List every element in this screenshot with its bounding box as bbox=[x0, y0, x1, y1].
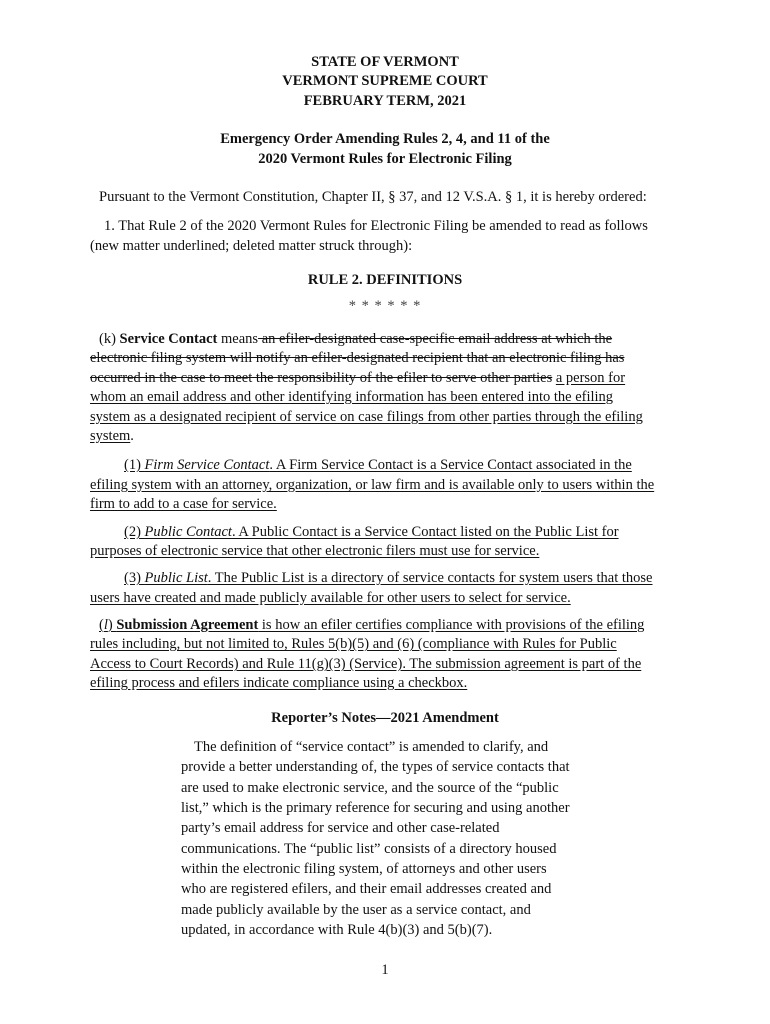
para1-line-1: 1. That Rule 2 of the 2020 Vermont Rules for Electronic Filing be amended to read as follows bbox=[104, 218, 648, 234]
def-k-line-6 bbox=[90, 428, 134, 445]
notes-line: provide a better understanding of, the types of service contacts that bbox=[181, 759, 570, 775]
sub2-line-2 bbox=[90, 543, 539, 560]
def-k-line-5 bbox=[90, 409, 643, 426]
def-l-text-2: rules including, but not limited to, Rules 5(b)(5) and (6) (compliance with Rules for Public bbox=[90, 636, 617, 652]
sub3-num: (3) bbox=[124, 570, 145, 586]
notes-line: within the electronic filing system, of attorneys and other users bbox=[181, 861, 547, 877]
intro-paragraph: Pursuant to the Vermont Constitution, Chapter II, § 37, and 12 V.S.A. § 1, it is hereby ordered: bbox=[99, 189, 647, 205]
deleted-text-3: occurred in the case to meet the responsibility of the efiler to serve other parties bbox=[90, 370, 553, 386]
notes-line: party’s email address for service and other case-related bbox=[181, 820, 500, 836]
sub2-text-1: . A Public Contact is a Service Contact listed on the Public List for bbox=[231, 524, 619, 540]
sub2-line-1 bbox=[124, 524, 619, 541]
sub3-text-1: . The Public List is a directory of service contacts for system users that those bbox=[207, 570, 653, 586]
header-state: STATE OF VERMONT bbox=[311, 54, 459, 70]
def-l-line-3 bbox=[90, 656, 641, 673]
new-text-3: system as a designated recipient of service on case filings from other parties through the efiling bbox=[90, 409, 643, 425]
sub1-text-2: efiling system with an attorney, organization, or law firm and is available only to users within the bbox=[90, 477, 655, 493]
new-text-4: system bbox=[90, 428, 131, 444]
def-k-line-1 bbox=[99, 331, 612, 348]
deleted-text-1: an efiler-designated case-specific email address at which the bbox=[258, 331, 613, 347]
notes-line: who are registered efilers, and their email addresses created and bbox=[181, 881, 552, 897]
def-l-open: ( bbox=[99, 617, 104, 633]
def-k-label: (k) bbox=[99, 331, 120, 347]
sub1-text-1: . A Firm Service Contact is a Service Contact associated in the bbox=[269, 457, 632, 473]
def-l-term: Submission Agreement bbox=[116, 617, 259, 633]
header-term: FEBRUARY TERM, 2021 bbox=[303, 93, 467, 109]
sub1-num: (1) bbox=[124, 457, 145, 473]
sub1-term: Firm Service Contact bbox=[144, 457, 270, 473]
sub1-line-3 bbox=[90, 496, 277, 513]
notes-line: The definition of “service contact” is amended to clarify, and bbox=[194, 739, 549, 755]
sub1-line-1 bbox=[124, 457, 632, 474]
notes-line: list,” which is the primary reference for securing and using another bbox=[181, 800, 570, 816]
asterisks-separator: * * * * * * bbox=[348, 298, 422, 314]
header-court: VERMONT SUPREME COURT bbox=[282, 73, 488, 89]
notes-heading: Reporter’s Notes—2021 Amendment bbox=[271, 710, 499, 726]
notes-line: updated, in accordance with Rule 4(b)(3) and 5(b)(7). bbox=[181, 922, 493, 938]
sub2-text-2: purposes of electronic service that other electronic filers must use for service. bbox=[90, 543, 540, 559]
def-k-period: . bbox=[130, 428, 134, 444]
def-l-text-4: efiling process and efilers indicate compliance using a checkbox. bbox=[90, 675, 468, 691]
sub3-line-2 bbox=[90, 590, 571, 607]
para1-line-2: (new matter underlined; deleted matter struck through): bbox=[90, 238, 413, 254]
def-k-line-2 bbox=[90, 350, 624, 367]
rule-heading: RULE 2. DEFINITIONS bbox=[307, 272, 463, 288]
def-l-line-2 bbox=[90, 636, 617, 653]
sub1-text-3: firm to add to a case for service. bbox=[90, 496, 277, 512]
def-l-line-1 bbox=[99, 617, 644, 634]
sub3-text-2: users have created and made publicly available for other users to select for service. bbox=[90, 590, 571, 606]
notes-line: made publicly available by the user as a service contact, and bbox=[181, 902, 531, 918]
sub2-num: (2) bbox=[124, 524, 145, 540]
order-title-line-1: Emergency Order Amending Rules 2, 4, and 11 of the bbox=[220, 131, 550, 147]
def-k-term: Service Contact bbox=[119, 331, 218, 347]
sub3-term: Public List bbox=[144, 570, 208, 586]
def-k-line-3 bbox=[90, 370, 625, 387]
deleted-text-2: electronic filing system will notify an efiler-designated recipient that an electronic filing has bbox=[90, 350, 625, 366]
def-k-means: means bbox=[217, 331, 259, 347]
def-l-close: ) bbox=[107, 617, 117, 633]
def-k-line-4 bbox=[90, 389, 613, 406]
sub3-line-1 bbox=[124, 570, 653, 587]
order-title-line-2: 2020 Vermont Rules for Electronic Filing bbox=[258, 151, 512, 167]
new-text-1: a person for bbox=[555, 370, 626, 386]
def-l-text-1: is how an efiler certifies compliance with provisions of the efiling bbox=[258, 617, 645, 633]
def-l-line-4 bbox=[90, 675, 467, 692]
notes-line: communications. The “public list” consists of a directory housed bbox=[181, 841, 557, 857]
sub1-line-2 bbox=[90, 477, 654, 494]
new-text-2: whom an email address and other identifying information has been entered into the efiling bbox=[90, 389, 614, 405]
def-l-letter: l bbox=[103, 617, 108, 633]
def-l-text-3: Access to Court Records) and Rule 11(g)(3) (Service). The submission agreement is part of the bbox=[90, 656, 642, 672]
sub2-term: Public Contact bbox=[144, 524, 232, 540]
page-number: 1 bbox=[381, 962, 389, 978]
notes-line: are used to make electronic service, and the source of the “public bbox=[181, 780, 559, 796]
